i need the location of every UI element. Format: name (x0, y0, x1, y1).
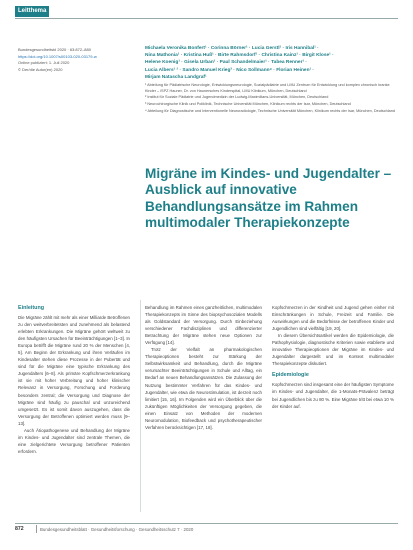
paragraph: Behandlung im Rahmen eines ganzheitlichen, multimodalen Therapiekonzepts im Sinne des biopsychosozialen Modells als Goldstandard der Versorgung. Durch Einbeziehung verschiedener Fachdisziplinen und differenzierter Betrachtung der Migräne stehen neue Optionen zur Verfügung [14]. (145, 305, 262, 346)
affiliation: ³ Neurochirurgische Klinik und Poliklinik, Technische Universität München, Klinikum rechts der Isar, München, Deutschland (145, 102, 351, 107)
author-line: Nina Mathonia¹ · Kristina Huß¹ · Birte Rahmsdorf¹ · Christina Kainz¹ · Birgit Klose¹ · (145, 53, 334, 59)
column-1 (18, 304, 130, 455)
citation-line: Bundesgesundheitsbl 2020 · 63:872–880 (18, 47, 91, 52)
paragraph: Kopfschmerzen sind insgesamt eine der häufigsten Symptome im Kindes- und Jugendalter, die 1-Monats-Prävalenz beträgt bei Jugendlichen bis zu 80 %. Eine Migräne tritt bei etwa 10 % der Kinder auf. (272, 382, 394, 409)
copyright: © Der/die Autor(en) 2020 (18, 66, 63, 72)
page-footer (15, 523, 398, 534)
journal-name: Bundesgesundheitsblatt · Gesundheitsforschung · Gesundheitsschutz 7 · 2020 (40, 526, 194, 532)
paragraph: Kopfschmerzen in der Kindheit und Jugend gehen einher mit Einschränkungen in Schule, Freizeit und Familie. Die Auswirkungen und die Bedürfnisse der betroffenen Kinder und Jugendlichen sind vielfältig [19, 20]. (272, 305, 394, 332)
page-number: 872 (15, 526, 24, 532)
section-heading: Epidemiologie (272, 372, 309, 379)
article-title: Migräne im Kindes- und Jugendalter – Ausblick auf innovative Behandlungsansätze im Rahmen multimodaler Therapiekonzepte (145, 166, 392, 230)
author-line: Helene Koenig¹ · Gisela Urban¹ · Paul Schandelmaier¹ · Tabea Renner¹ · (145, 60, 307, 66)
column-3 (272, 304, 394, 410)
column-2 (145, 304, 262, 431)
affiliation: ¹ Abteilung für Pädiatrische Neurologie, Entwicklungsneurologie, Sozialpädiatrie und LMU Zentrum für Entwicklung und komplex chronisch kranke Kinder – iSPZ Hauner, Dr. von Haunersches Kinderspital, LMU Klinikum, München, Deutschland (145, 83, 390, 93)
author-line: Michaela Veronika Bonfert¹ · Corinna Börner¹ · Lucia Gerstl¹ · Iris Hannibal¹ · (145, 46, 319, 51)
online-date: Online publiziert: 1. Juli 2020 (18, 60, 70, 66)
affiliations (145, 83, 395, 115)
author-line: Mirjam Natascha Landgraf¹ (145, 74, 207, 80)
top-bar (15, 6, 398, 19)
paragraph: Die Migräne zählt mit mehr als einer Milliarde Betroffenen zu den weitverbreitetsten und zunehmend als belastend erlebten Erkrankungen. Die Migräne gehört weltweit zu den häufigsten Ursachen für Beeinträchtigungen [1–3]. In Europa betrifft die Migräne rund 20 % der Menschen [4, 5]. Am Beginn der Erkrankung und ihren Verläufen im Kindesalter stehen diese Prozesse in der Pubertät und sind für die Migräne eine typische Erkrankung des Jugendalters [6–8]. Als primäre Kopfschmerzerkrankung ist sie mit hoher Verbreitung und hoher klinischer Relevanz in Versorgung, Forschung und Forderung besonders zentral; die Versorgung und Diagnose der Migräne sind häufig zu pauschal und unzureichend umgesetzt. Es ist somit davon auszugehen, dass die Versorgung der Betroffenen optimiert werden muss [9–13]. (18, 315, 130, 426)
paragraph: Trotz der Vielfalt an pharmakologischen Therapieoptionen besteht zur Stärkung der Selbstwirksamkeit und Behandlung, durch die Migräne verursachter Beeinträchtigungen in Schule und Alltag, ein Bedarf an neuen Behandlungsansätzen. Die Zulassung der Nutzung bestimmter Verfahren für das Kindes- und Jugendalter, wie etwa die Neurostimulation, ist derzeit noch limitiert [15, 16]. Im Folgenden wird ein Überblick über die zukünftigen Möglichkeiten der Versorgung gegeben, die einen Einsatz von Methoden der modernen Neuromodulation, Biofeedback und psychotherapeutischer Verfahren berücksichtigen [17, 18]. (145, 347, 262, 430)
affiliation: ⁴ Abteilung für Diagnostische und Interventionelle Neuroradiologie, Technische Universität München, Klinikum rechts der Isar, München, Deutschland (145, 108, 395, 113)
section-heading: Einleitung (18, 305, 45, 311)
affiliation: ² Institut für Soziale Pädiatrie und Jugendmedizin der Ludwig-Maximilians-Universität, München, Deutschland (145, 95, 329, 100)
section-tag: Leitthema (15, 6, 49, 17)
footer-divider (36, 525, 37, 533)
doi-link[interactable]: https://doi.org/10.1007/s00103-020-03179-w (18, 53, 97, 59)
column-divider (140, 300, 141, 512)
author-line: Lucia Albers¹ ² · Sandro Manuel Krieg³ · Nico Sollmann⁴ · Florian Heinen¹ · (145, 67, 315, 73)
article-meta (18, 47, 130, 73)
author-block (145, 45, 395, 116)
paragraph: Auch Ätiopathogenese und Behandlung der Migräne im Kindes- und Jugendalter sind zentrale Themen, die eine zielgerichtete Versorgung betroffener Patienten erfordern. (18, 427, 130, 454)
paragraph: In diesem Übersichtsartikel werden die Epidemiologie, die Pathophysiologie, diagnostische Kriterien sowie etablierte und innovative Therapieoptionen der Migräne im Kindes- und Jugendalter dargestellt und im Kontext multimodaler Therapiekonzepte diskutiert. (272, 333, 394, 367)
